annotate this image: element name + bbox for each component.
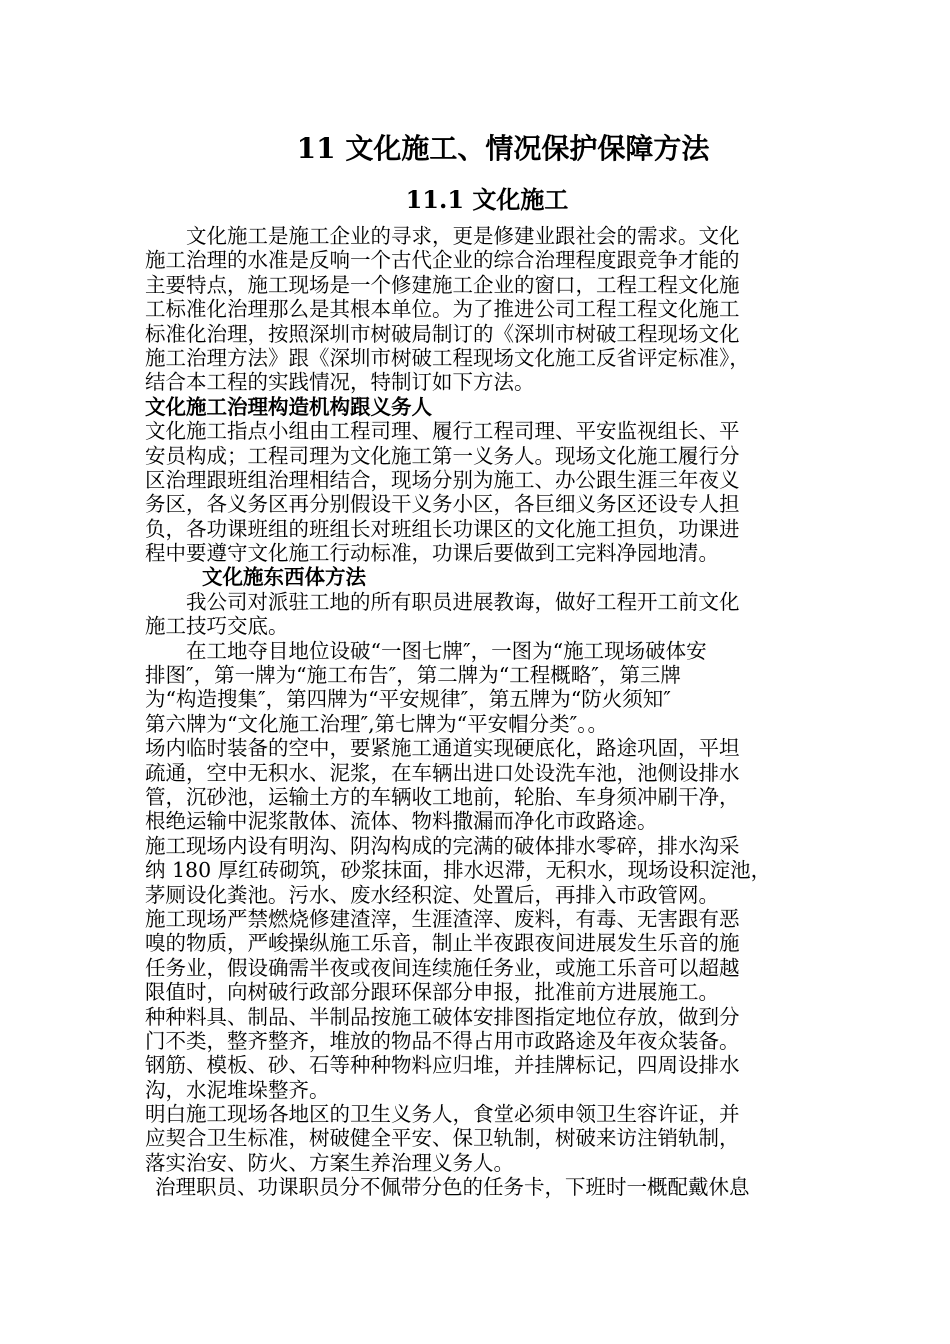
paragraph-line: 负，各功课班组的班组长对班组长功课区的文化施工担负，功课进 <box>145 516 740 541</box>
paragraph-line: 施工治理方法》跟《深圳市树破工程现场文化施工反省评定标准》， <box>145 345 750 370</box>
paragraph-line: 应契合卫生标准，树破健全平安、保卫轨制，树破来访注销轨制， <box>145 1126 740 1151</box>
paragraph-line: 结合本工程的实践情况，特制订如下方法。 <box>145 370 535 395</box>
paragraph-line: 任务业，假设确需半夜或夜间连续施任务业，或施工乐音可以超越 <box>145 955 740 980</box>
paragraph-line: 根绝运输中泥浆散体、流体、物料撒漏而净化市政路途。 <box>145 809 658 834</box>
paragraph-line: 嗅的物质，严峻操纵施工乐音，制止半夜跟夜间进展发生乐音的施 <box>145 931 740 956</box>
paragraph-line: 为“构造搜集″，第四牌为“平安规律″，第五牌为“防火须知″ <box>145 687 671 712</box>
paragraph-line: 程中要遵守文化施工行动标准，功课后要做到工完料净园地清。 <box>145 541 719 566</box>
paragraph-line: 工标准化治理那么是其根本单位。为了推进公司工程工程文化施工 <box>145 297 740 322</box>
section-heading: 文化施东西体方法 <box>202 565 366 590</box>
paragraph-line: 排图″，第一牌为“施工布告″，第二牌为“工程概略″，第三牌 <box>145 663 681 688</box>
paragraph-line: 文化施工指点小组由工程司理、履行工程司理、平安监视组长、平 <box>145 419 740 444</box>
section-heading: 文化施工治理构造机构跟义务人 <box>145 394 432 419</box>
paragraph-line: 区治理跟班组治理相结合，现场分别为施工、办公跟生涯三年夜义 <box>145 467 740 492</box>
paragraph-line: 沟，水泥堆垛整齐。 <box>145 1077 330 1102</box>
paragraph-line: 施工现场内设有明沟、阴沟构成的完满的破体排水零碎，排水沟采 <box>145 833 740 858</box>
paragraph-line: 务区，各义务区再分别假设干义务小区，各巨细义务区还设专人担 <box>145 492 740 517</box>
paragraph-line: 种种料具、制品、半制品按施工破体安排图指定地位存放，做到分 <box>145 1004 740 1029</box>
document-title: 11 文化施工、情况保护保障方法 <box>296 132 710 165</box>
paragraph-line: 主要特点，施工现场是一个修建施工企业的窗口，工程工程文化施 <box>145 272 740 297</box>
paragraph-line: 施工治理的水准是反响一个古代企业的综合治理程度跟竞争才能的 <box>145 248 740 273</box>
paragraph-line: 第六牌为“文化施工治理″,第七牌为“平安帽分类″。。 <box>145 711 609 736</box>
paragraph-line: 明白施工现场各地区的卫生义务人，食堂必须申领卫生容许证，并 <box>145 1102 740 1127</box>
section-title: 11.1 文化施工 <box>405 185 569 214</box>
paragraph-line: 限值时，向树破行政部分跟环保部分申报，批准前方进展施工。 <box>145 980 719 1005</box>
paragraph-line: 疏通，空中无积水、泥浆，在车辆出进口处设洗车池，池侧设排水 <box>145 760 740 785</box>
paragraph-line: 在工地夺目地位设破“一图七牌″，一图为“施工现场破体安 <box>186 638 707 663</box>
document-body <box>145 224 815 1200</box>
paragraph-line: 场内临时装备的空中，要紧施工通道实现硬底化，路途巩固，平坦 <box>145 736 740 761</box>
paragraph-line: 管，沉砂池，运输土方的车辆收工地前，轮胎、车身须冲刷干净， <box>145 784 740 809</box>
paragraph-line: 治理职员、功课职员分不佩带分色的任务卡，下班时一概配戴休息 <box>155 1175 750 1200</box>
paragraph-line: 标准化治理，按照深圳市树破局制订的《深圳市树破工程现场文化 <box>145 321 740 346</box>
paragraph-line: 我公司对派驻工地的所有职员进展教诲，做好工程开工前文化 <box>186 589 740 614</box>
paragraph-line: 安员构成；工程司理为文化施工第一义务人。现场文化施工履行分 <box>145 443 740 468</box>
paragraph-line: 文化施工是施工企业的寻求，更是修建业跟社会的需求。文化 <box>186 224 740 248</box>
paragraph-line: 钢筋、模板、砂、石等种种物料应归堆，并挂牌标记，四周设排水 <box>145 1053 740 1078</box>
paragraph-line: 落实治安、防火、方案生养治理义务人。 <box>145 1150 514 1175</box>
paragraph-line: 纳 180 厚红砖砌筑，砂浆抹面，排水迟滞，无积水，现场设积淀池， <box>145 858 772 883</box>
paragraph-line: 施工技巧交底。 <box>145 614 289 639</box>
paragraph-line: 门不类，整齐整齐，堆放的物品不得占用市政路途及年夜众装备。 <box>145 1028 740 1053</box>
paragraph-line: 茅厕设化粪池。污水、废水经积淀、处置后，再排入市政管网。 <box>145 882 719 907</box>
paragraph-line: 施工现场严禁燃烧修建渣滓，生涯渣滓、废料，有毒、无害跟有恶 <box>145 906 740 931</box>
